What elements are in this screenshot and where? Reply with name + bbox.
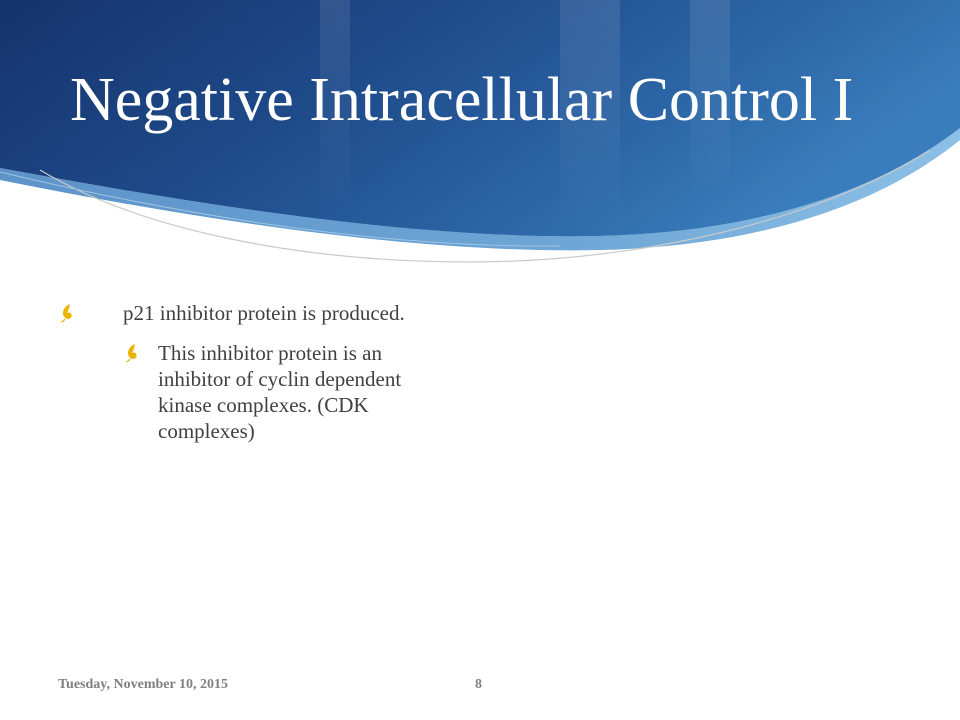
footer-page-number: 8 [475,677,482,692]
bullet-item [60,300,500,326]
header-banner [0,0,960,280]
flourish-bullet-icon [60,303,74,323]
slide-title: Negative Intracellular Control I [70,66,854,134]
sub-bullet-item [60,340,458,444]
flourish-bullet-icon [125,343,139,363]
bullet-text: p21 inhibitor protein is produced. [123,301,405,325]
footer-date: Tuesday, November 10, 2015 [58,677,228,692]
bullet-list [60,300,500,444]
sub-bullet-text: This inhibitor protein is an inhibitor of cyclin dependent kinase complexes. (CDK complexes) [158,341,402,443]
